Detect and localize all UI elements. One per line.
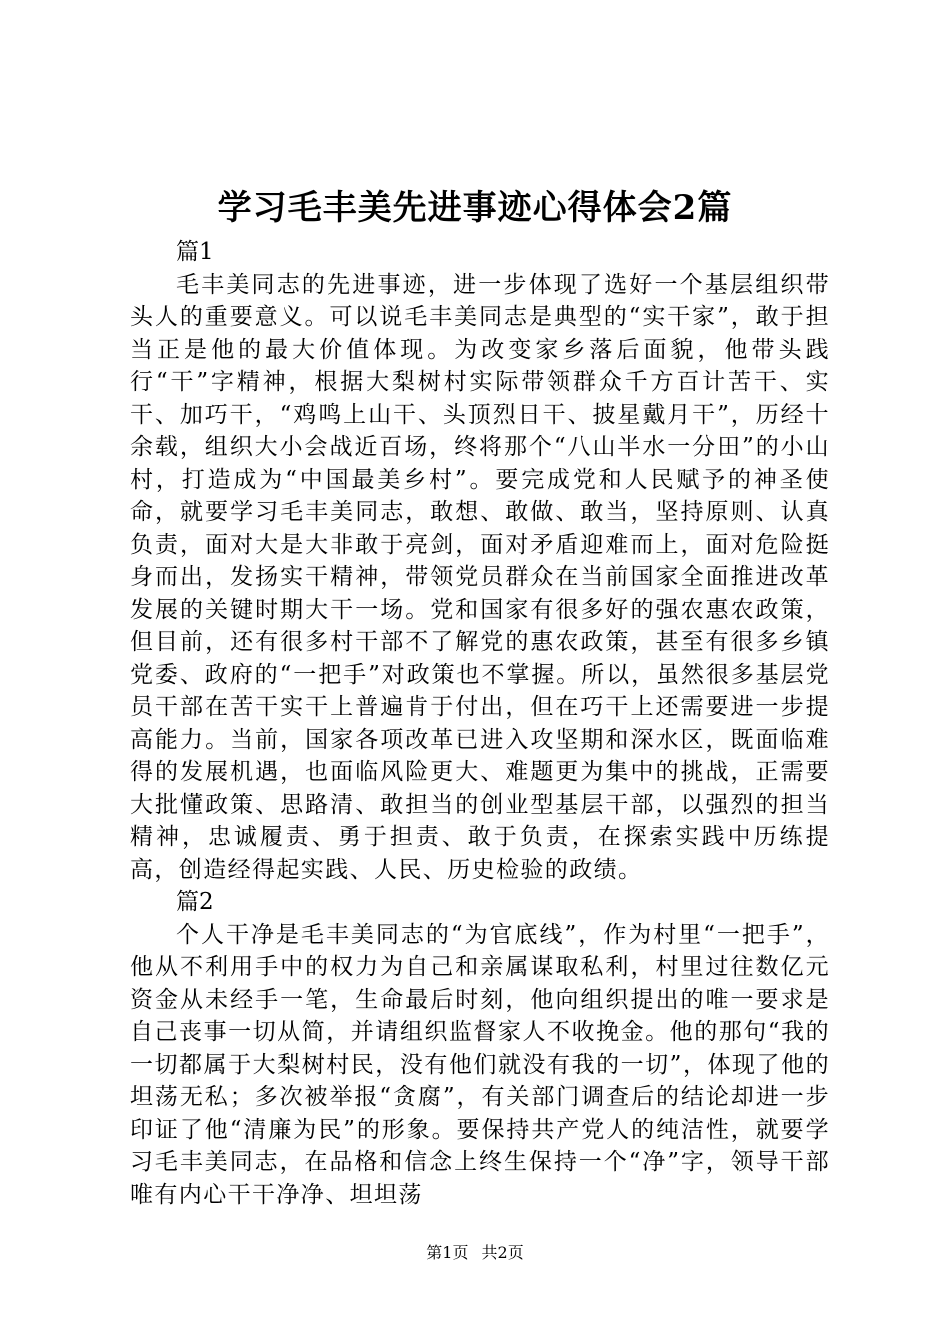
document-body <box>130 236 830 1211</box>
section-label-1: 篇1 <box>176 239 214 265</box>
section-paragraph-2: 个人干净是毛丰美同志的“为官底线”，作为村里“一把手”，他从不利用手中的权力为自己和亲属谋取私利，村里过往数亿元资金从未经手一笔，生命最后时刻，他向组织提出的唯一要求是自己丧事一切从简，并请组织监督家人不收挽金。他的那句“我的一切都属于大梨树村民，没有他们就没有我的一切”，体现了他的坦荡无私；多次被举报“贪腐”，有关部门调查后的结论却进一步印证了他“清廉为民”的形象。要保持共产党人的纯洁性，就要学习毛丰美同志，在品格和信念上终生保持一个“净”字，领导干部唯有内心干干净净、坦坦荡 <box>130 921 830 1208</box>
page-number-total: 共2页 <box>481 1243 524 1262</box>
section-label-2: 篇2 <box>176 889 214 915</box>
page-number-current: 第1页 <box>426 1243 469 1262</box>
page-footer <box>0 1241 950 1265</box>
document-title: 学习毛丰美先进事迹心得体会2篇 <box>217 188 733 228</box>
section-paragraph-1: 毛丰美同志的先进事迹，进一步体现了选好一个基层组织带头人的重要意义。可以说毛丰美同志是典型的“实干家”，敢于担当正是他的最大价值体现。为改变家乡落后面貌，他带头践行“干”字精神，根据大梨树村实际带领群众千方百计苦干、实干、加巧干，“鸡鸣上山干、头顶烈日干、披星戴月干”，历经十余载，组织大小会战近百场，终将那个“八山半水一分田”的小山村，打造成为“中国最美乡村”。要完成党和人民赋予的神圣使命，就要学习毛丰美同志，敢想、敢做、敢当，坚持原则、认真负责，面对大是大非敢于亮剑，面对矛盾迎难而上，面对危险挺身而出，发扬实干精神，带领党员群众在当前国家全面推进改革发展的关键时期大干一场。党和国家有很多好的强农惠农政策，但目前，还有很多村干部不了解党的惠农政策，甚至有很多乡镇党委、政府的“一把手”对政策也不掌握。所以，虽然很多基层党员干部在苦干实干上普遍肯于付出，但在巧干上还需要进一步提高能力。当前，国家各项改革已进入攻坚期和深水区，既面临难得的发展机遇，也面临风险更大、难题更为集中的挑战，正需要大批懂政策、思路清、敢担当的创业型基层干部，以强烈的担当精神，忠诚履责、勇于担责、敢于负责，在探索实践中历练提高，创造经得起实践、人民、历史检验的政绩。 <box>130 271 830 883</box>
